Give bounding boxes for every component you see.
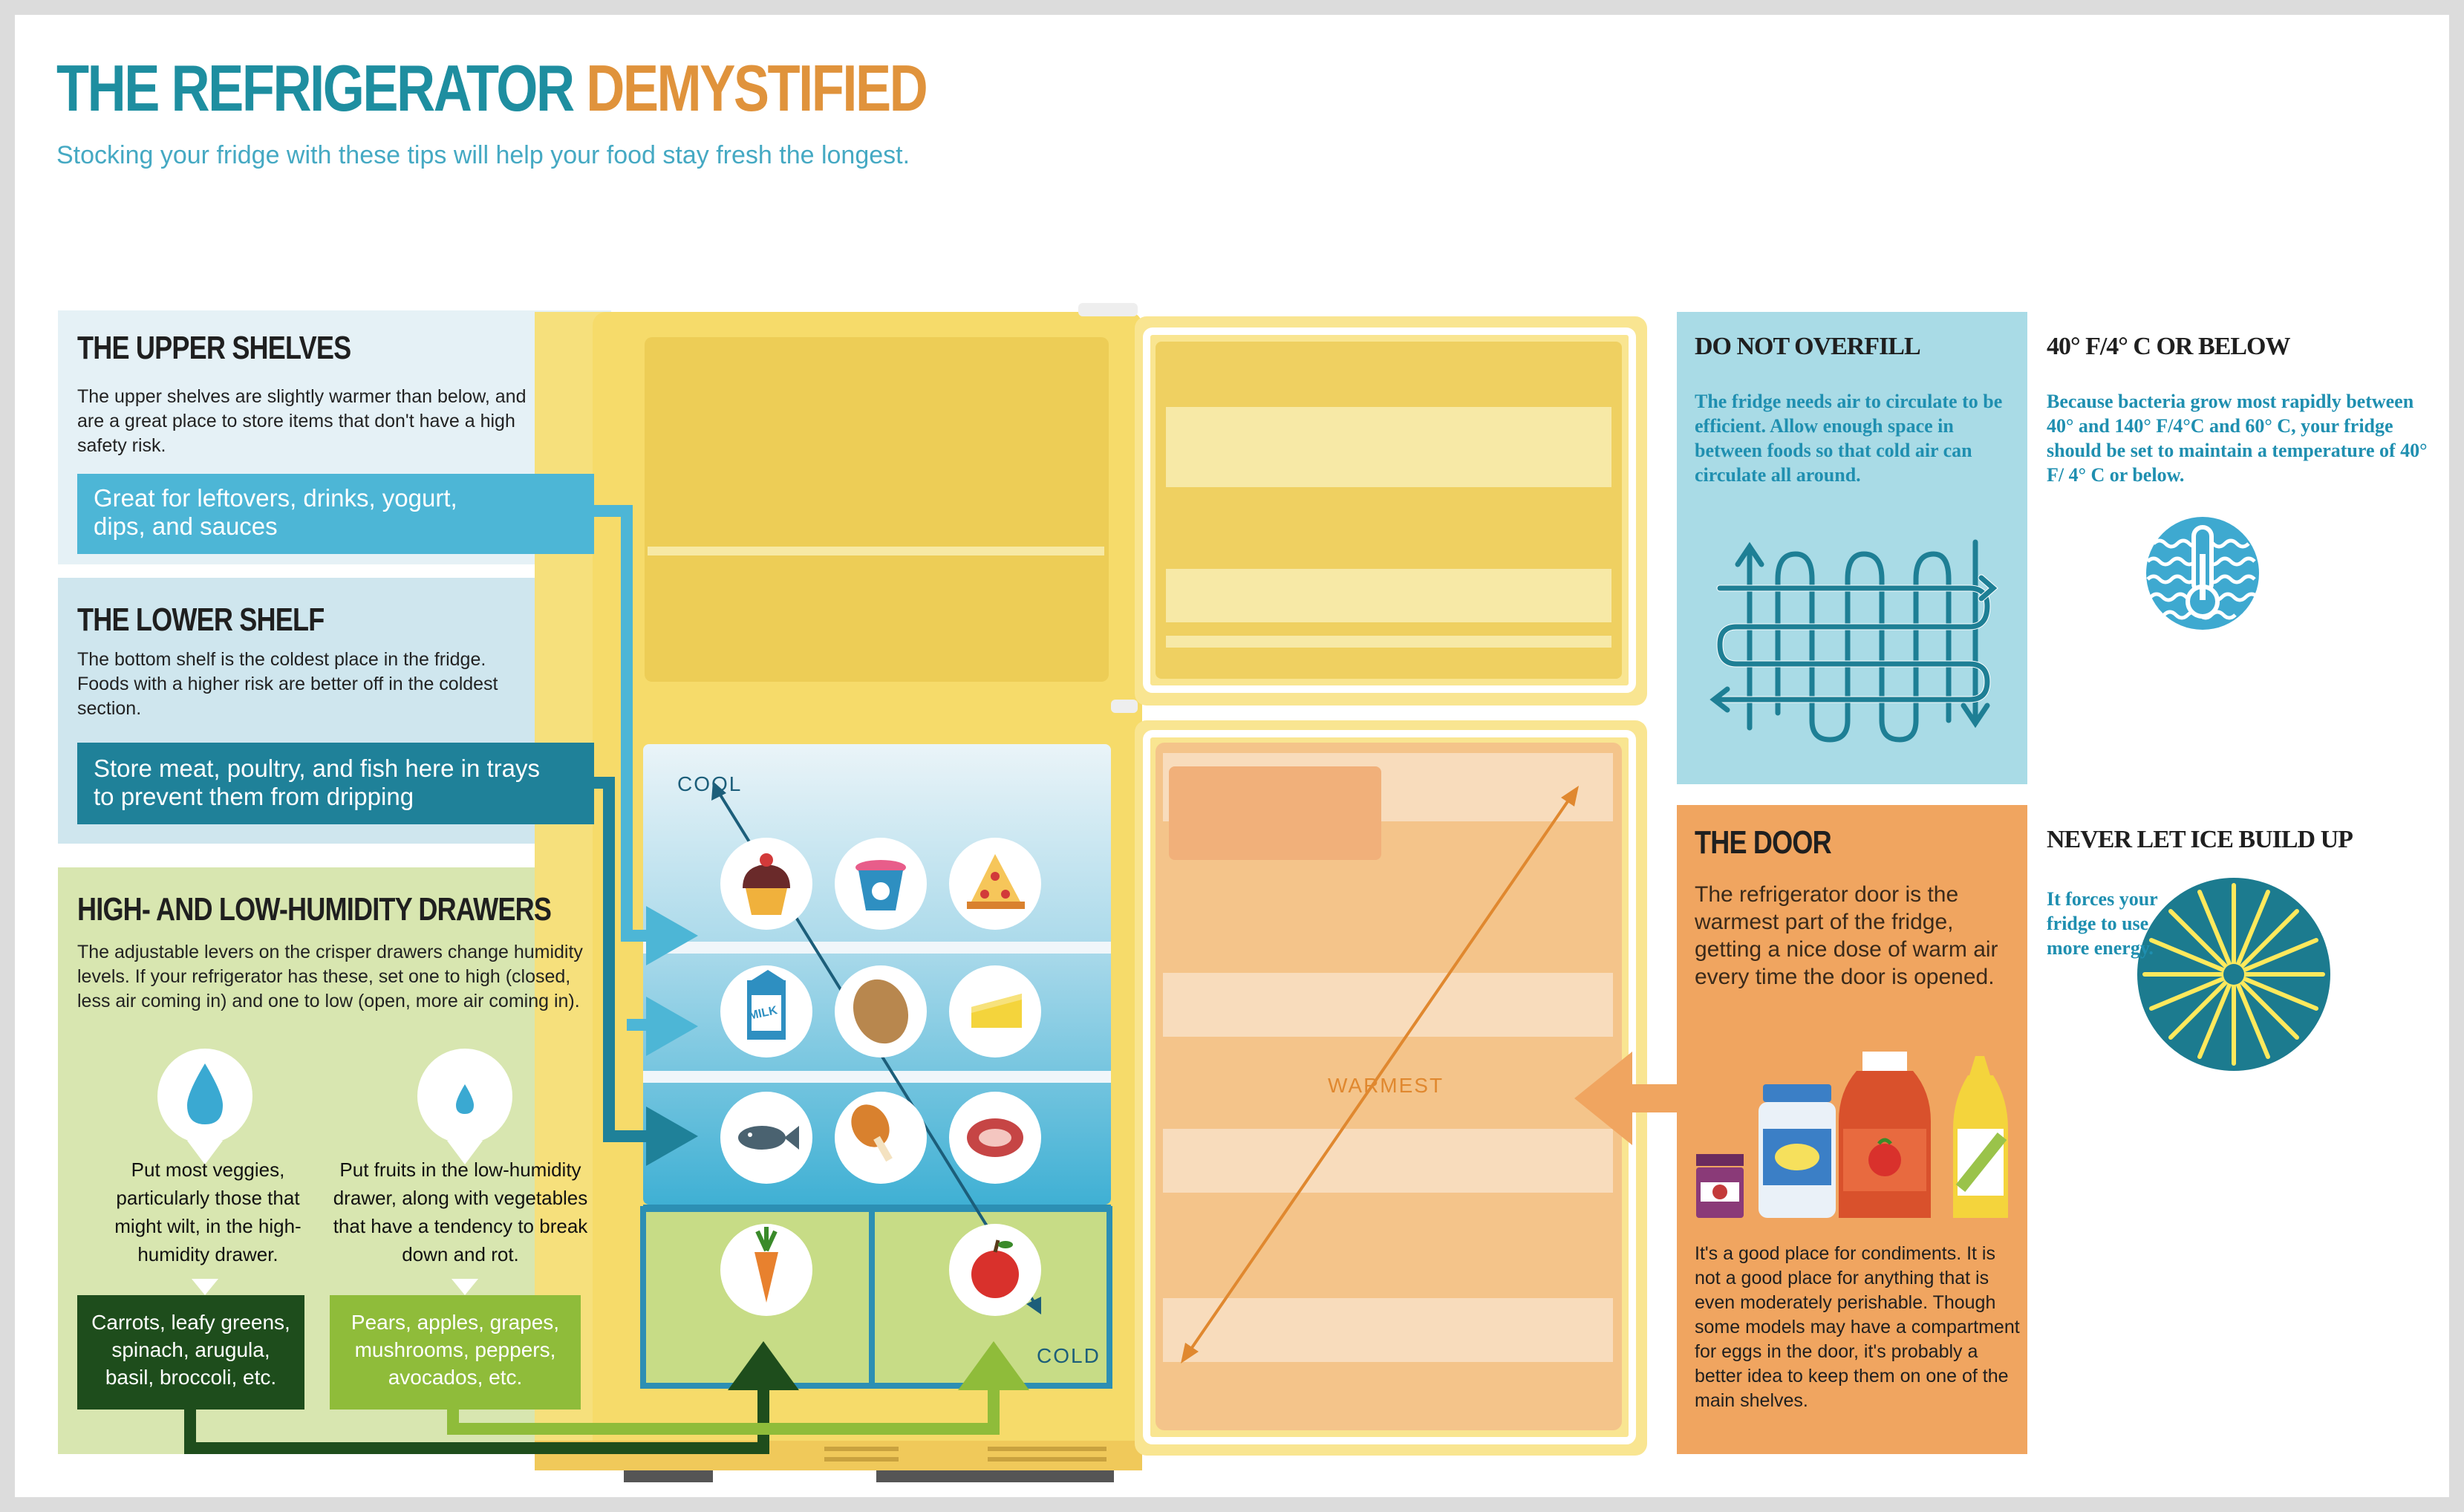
upper-shelves-heading: THE UPPER SHELVES (77, 330, 351, 366)
high-humidity-text: Put most veggies, particularly those that might wilt, in the high-humidity drawer. (114, 1159, 302, 1265)
door-shelf-2 (1163, 973, 1613, 1037)
milk-icon (747, 970, 786, 1040)
upper-shelves-tip: Great for leftovers, drinks, yogurt, dips, and sauces (94, 484, 457, 540)
low-humidity-tag (330, 1295, 581, 1410)
crisper-frame (643, 1205, 1111, 1210)
lower-shelf-heading: THE LOWER SHELF (77, 602, 325, 638)
page-subtitle: Stocking your fridge with these tips will help your food stay fresh the longest. (56, 141, 910, 169)
freezer-door-shelf-3 (1166, 636, 1611, 648)
drawers-body: The adjustable levers on the crisper drawers change humidity levels. If your refrigerator has these, set one to high (closed, less air coming in) and one to low (open, more air coming in). (77, 942, 583, 1011)
door-egg-tray (1169, 766, 1381, 860)
title-part-2: DEMYSTIFIED (586, 51, 927, 125)
temperature-body: Because bacteria grow most rapidly between 40° and 140° F/4°C and 60° C, your fridge should be set to maintain a temperature of 40° F/ 4° C or below. (2047, 391, 2428, 486)
freezer-door-liner (1156, 342, 1622, 679)
title-part-1: THE REFRIGERATOR (56, 51, 573, 125)
high-humidity-tag (77, 1295, 304, 1410)
upper-shelves-body: The upper shelves are slightly warmer than below, and are a great place to store items that don't have a high safety risk. (77, 386, 527, 456)
shelf-1 (643, 942, 1111, 954)
upper-shelves-tip-band (77, 474, 594, 554)
jam-jar-icon (1696, 1154, 1744, 1218)
freezer-compartment (645, 337, 1109, 682)
door-shelf-3 (1163, 1129, 1613, 1193)
warmest-label: WARMEST (1328, 1074, 1444, 1097)
infographic-page (15, 15, 2449, 1497)
ice-burst-icon (2137, 878, 2330, 1071)
ketchup-bottle-icon (1839, 1052, 1931, 1218)
ice-body: It forces your fridge to use more energy. (2047, 888, 2158, 959)
fridge-hinge-top (1078, 303, 1138, 316)
freezer-door-shelf-1 (1166, 407, 1611, 487)
overfill-body: The fridge needs air to circulate to be efficient. Allow enough space in between foods so that cold air can circulate all around. (1695, 391, 2003, 486)
door-shelf-4 (1163, 1298, 1613, 1362)
temperature-heading: 40° F/4° C OR BELOW (2047, 333, 2290, 360)
fridge-hinge-mid (1111, 700, 1138, 713)
door-body: It's a good place for condiments. It is not a good place for anything that is even moderately perishable. Though some models may have a compartment for eggs in the door, it's probably a better idea to keep them on one of the main shelves. (1695, 1243, 2020, 1411)
door-heading: THE DOOR (1695, 824, 1831, 861)
mayo-jar-icon (1759, 1084, 1836, 1218)
steak-icon (967, 1118, 1023, 1157)
fridge-foot-right (876, 1470, 1114, 1482)
page-title (56, 50, 926, 126)
high-humidity-tag-text: Carrots, leafy greens, spinach, arugula, basil, broccoli, etc. (91, 1311, 290, 1389)
fridge-foot-left (624, 1470, 713, 1482)
fridge-doors (1135, 316, 1647, 1456)
freezer-shelf (648, 547, 1104, 555)
shelf-2 (643, 1071, 1111, 1083)
freezer-door-shelf-2 (1166, 569, 1611, 622)
lower-shelf-tip: Store meat, poultry, and fish here in trays to prevent them from dripping (94, 755, 541, 810)
thermometer-icon (2146, 517, 2259, 630)
cool-label: COOL (677, 772, 743, 795)
lower-shelf-tip-band (77, 743, 594, 824)
ice-heading: NEVER LET ICE BUILD UP (2047, 826, 2353, 853)
lower-shelf-body: The bottom shelf is the coldest place in the fridge. Foods with a higher risk are better off in the coldest section. (77, 649, 498, 719)
cold-label: COLD (1037, 1344, 1101, 1367)
drawers-heading: HIGH- AND LOW-HUMIDITY DRAWERS (77, 891, 552, 928)
door-lead: The refrigerator door is the warmest part of the fridge, getting a nice dose of warm air every time the door is opened. (1695, 882, 1998, 989)
milk-carton-label: MILK (747, 1004, 779, 1023)
overfill-heading: DO NOT OVERFILL (1695, 333, 1920, 360)
low-humidity-tag-text: Pears, apples, grapes, mushrooms, peppers, avocados, etc. (351, 1311, 560, 1389)
low-humidity-text: Put fruits in the low-humidity drawer, along with vegetables that have a tendency to break down and rot. (333, 1159, 588, 1265)
